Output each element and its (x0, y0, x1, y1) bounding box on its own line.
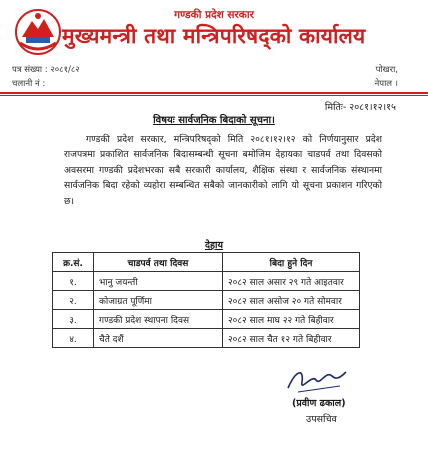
header-divider-thin (0, 95, 428, 96)
notice-body: गण्डकी प्रदेश सरकार, मन्त्रिपरिषद्‌को मिति २०८१।१२।१२ को निर्णयानुसार प्रदेश राजपत्रमा प्रकाशित सार्वजनिक बिदासम्बन्धी सूचना बमोजिम देहायका चाडपर्व तथा दिवसको अवसरमा गण्डकी प्रदेशभरका सबै सरकारी कार्यालय, शैक्षिक संस्था र सार्वजनिक संस्थानमा सार्वजनिक बिदा रहेको व्यहोरा सम्बन्धित सबैको जानकारीको लागि यो सूचना प्रकाशन गरिएको छ। (64, 134, 382, 207)
holiday-table (52, 252, 360, 348)
col-header-sn: क्र.सं. (53, 253, 94, 272)
row-festival: कोजाग्रत पूर्णिमा (94, 291, 223, 310)
table-row (53, 310, 360, 329)
signature-icon (282, 362, 352, 398)
table-heading: देहाय (204, 240, 224, 251)
city: पोखरा, (375, 65, 398, 75)
signer-name: (प्रवीण ढकाल) (292, 398, 346, 409)
row-sn: ४. (53, 329, 94, 348)
table-header-row (53, 253, 360, 272)
row-day: २०८२ साल चैत १२ गते बिहीवार (223, 329, 360, 348)
dispatch-number: चलानी नं : (12, 79, 46, 89)
table-row (53, 272, 360, 291)
country: नेपाल । (374, 79, 398, 89)
row-festival: गण्डकी प्रदेश स्थापना दिवस (94, 310, 223, 329)
notice-subject (0, 112, 428, 126)
row-sn: २. (53, 291, 94, 310)
row-day: २०८२ साल माघ २२ गते बिहीवार (223, 310, 360, 329)
row-sn: ३. (53, 310, 94, 329)
table-row (53, 291, 360, 310)
government-name: गण्डकी प्रदेश सरकार (174, 9, 254, 21)
row-festival: भानु जयन्ती (94, 272, 223, 291)
row-day: २०८२ साल असार २९ गते आइतवार (223, 272, 360, 291)
col-header-festival: चाडपर्व तथा दिवस (94, 253, 223, 272)
table-row (53, 329, 360, 348)
subject-text: विषयः सार्वजनिक बिदाको सूचना। (153, 115, 275, 126)
header-divider (0, 92, 428, 94)
office-title: मुख्यमन्त्री तथा मन्त्रिपरिषद्‌को कार्यालय (62, 24, 366, 48)
notice-date: मितिः- २०८१।१२।१५ (324, 102, 396, 113)
col-header-day: बिदा हुने दिन (223, 253, 360, 272)
letter-number: पत्र संख्या : २०८१/८२ (12, 65, 80, 75)
row-sn: १. (53, 272, 94, 291)
row-festival: चैते दशैं (94, 329, 223, 348)
signer-title: उपसचिव (306, 414, 337, 425)
row-day: २०८२ साल असोज २० गते सोमवार (223, 291, 360, 310)
